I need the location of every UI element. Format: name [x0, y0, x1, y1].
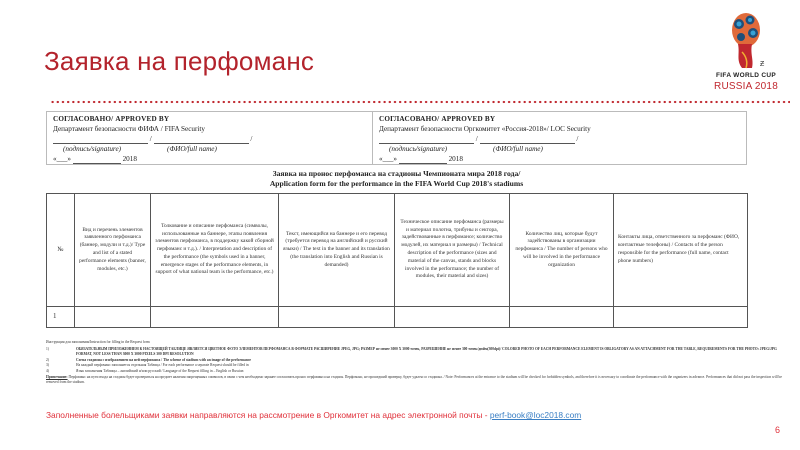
full-name-field[interactable]: [154, 136, 249, 144]
instruction-number: 4): [46, 368, 49, 373]
logo-text-russia-2018: RUSSIA 2018: [714, 81, 778, 92]
table-header-row: [47, 194, 748, 307]
world-cup-trophy-icon: [706, 8, 786, 72]
approval-date: [53, 154, 366, 164]
logo-text-fifa-world-cup: FIFA WORLD CUP: [716, 72, 776, 79]
name-label: (ФИО/full name): [167, 145, 217, 153]
column-header-banner-text: Текст, имеющийся на баннере и его перевод (требуется перевод на английский и русский языки) / The text in the banner and its translation (the translation into English and Russian is demanded): [279, 194, 395, 307]
signature-label: (подпись/signature): [389, 145, 448, 153]
instruction-text: Схема стадиона с изображением на ней перфоманса / The scheme of stadium with an image of the performance: [76, 357, 252, 362]
form-title-en: Application form for the performance in the FIFA World Cup 2018's stadiums: [269, 179, 524, 188]
page-number: 6: [775, 425, 781, 435]
signature-labels: [379, 144, 740, 154]
form-title-ru: Заявка на пронос перфоманса на стадионы Чемпионата мира 2018 года/: [272, 169, 521, 178]
signature-lines: / /: [53, 134, 366, 144]
date-month-field[interactable]: [399, 156, 447, 164]
signature-label: (подпись/signature): [63, 145, 122, 153]
column-header-technical: Техническое описание перфоманса (размеры и материал полотна, трибуны и сектора, задействованные в перфомансе; количество модулей, их материал и размеры) / Technical description of the performance (sizes and material of the canvas, stands and blocks involved in the performance; the number of modules, their material and sizes): [395, 194, 510, 307]
column-header-contacts: Контакты лица, ответственного за перфоманс (ФИО, контактные телефоны) / Contacts of the person responsible for the performance (full name, contact phone numbers): [614, 194, 748, 307]
approval-box-fifa: [46, 111, 372, 165]
signature-field[interactable]: [379, 136, 474, 144]
cell-banner-text[interactable]: [279, 307, 395, 328]
email-link[interactable]: perf-book@loc2018.com: [489, 410, 582, 420]
footer-note: [46, 410, 581, 420]
instruction-number: 1): [46, 346, 49, 351]
name-label: (ФИО/full name): [493, 145, 543, 153]
decorative-dotted-divider: [50, 100, 790, 104]
svg-text:Ƶ: Ƶ: [760, 61, 765, 68]
instructions-heading: Инструкция для заполнения/Instruction for filling in the Request form: [46, 340, 150, 344]
instruction-item: [46, 347, 786, 358]
form-title: [46, 169, 747, 189]
date-year: 2018: [448, 155, 463, 163]
instructions-note: [46, 375, 786, 386]
cell-contacts[interactable]: [614, 307, 748, 328]
date-year: 2018: [122, 155, 137, 163]
full-name-field[interactable]: [480, 136, 575, 144]
cell-number: 1: [47, 307, 75, 328]
date-day: «___»: [379, 155, 397, 163]
application-table: [46, 193, 748, 328]
approval-box-loc: [372, 111, 747, 165]
approval-date: [379, 154, 740, 164]
table-row: [47, 307, 748, 328]
approval-department: Департамент безопасности Оргкомитет «Россия-2018»/ LOC Security: [379, 125, 591, 133]
approval-heading: СОГЛАСОВАНО/ APPROVED BY: [53, 115, 170, 123]
fifa-world-cup-logo: [706, 8, 786, 98]
note-label: Примечание:: [46, 374, 68, 379]
instruction-number: 2): [46, 357, 49, 362]
instructions-block: [46, 340, 786, 386]
instruction-number: 3): [46, 363, 49, 368]
approval-department: Департамент безопасности ФИФА / FIFA Security: [53, 125, 205, 133]
footer-text: Заполненные болельщиками заявки направляются на рассмотрение в Оргкомитет на адрес электронной почты -: [46, 410, 490, 420]
signature-field[interactable]: [53, 136, 148, 144]
column-header-number: №: [47, 194, 75, 307]
approval-heading: СОГЛАСОВАНО/ APPROVED BY: [379, 115, 496, 123]
date-day: «___»: [53, 155, 71, 163]
note-text: Перфоманс на пути входа на стадион будет проверяться на предмет наличия запрещенных символов, в связи с чем необходимо заранее согласовать пронос перфоманса на стадион. Перфоманс, не прошедший проверку, будет удален со стадиона. / Note: Performances at the entrance to the stadium will be checked for forbidden symbols, and therefore it is necessary to coordinate the performance with the organizers in advance. Performances that did not pass the inspection will be removed from the stadium.: [46, 374, 782, 385]
instruction-text: ОБЯЗАТЕЛЬНЫМ ПРИЛОЖЕНИЕМ К НАСТОЯЩЕЙ ТАБЛИЦЕ ЯВЛЯЕТСЯ ЦВЕТНОЕ ФОТО ЭЛЕМЕНТОВ ПЕРФОМАНСА В ФОРМАТЕ РАСШИРЕНИЕ JPEG, JPG; РАЗМЕР не менее 3000 Х 3000 точек, РАЗРЕШЕНИЕ не менее 300 точек/дюйм(300dpi)/ COLORED PHOTO OF EACH PERFORMANCE ELEMENT IS OBLIGATORY AS AN ATTACHMENT FOR THE TABLE, REQUIREMENTS FOR THE PHOTO: JPEG/JPG FORMAT, NOT LESS THAN 3000 X 3000 PIXELS 300 DPI RESOLUTION: [76, 346, 777, 357]
instruction-text: На каждый перфоманс заполняется отдельная Таблица / For each performance a separate Request should be filled in: [76, 363, 249, 368]
cell-technical[interactable]: [395, 307, 510, 328]
column-header-type: Вид и перечень элементов заявленного перфоманса (баннер, модули и т.д.)/ Type and list of a stated performance elements (banner, modules, etc.): [75, 194, 151, 307]
cell-interpretation[interactable]: [151, 307, 279, 328]
cell-persons[interactable]: [510, 307, 614, 328]
cell-type[interactable]: [75, 307, 151, 328]
page-title: Заявка на перфоманс: [44, 46, 315, 76]
column-header-persons: Количество лиц, которые будут задействованы в организации перфоманса / The number of persons who will be involved in the performance organization: [510, 194, 614, 307]
instruction-text: Язык заполнения Таблицы – английский и/или русский / Language of the Request filling in – English or Russian: [76, 368, 244, 373]
date-month-field[interactable]: [73, 156, 121, 164]
signature-lines: / /: [379, 134, 740, 144]
signature-labels: [53, 144, 366, 154]
column-header-interpretation: Толкование и описание перфоманса (символы, использованные на баннере, этапы появления элементов перфоманса, в поддержку какой сборной перфоманс и т.д.). / Interpretation and description of the performance (the symbols used in a banner, emergence stages of the performance elements, in support of what national team is the performance, etc.): [151, 194, 279, 307]
